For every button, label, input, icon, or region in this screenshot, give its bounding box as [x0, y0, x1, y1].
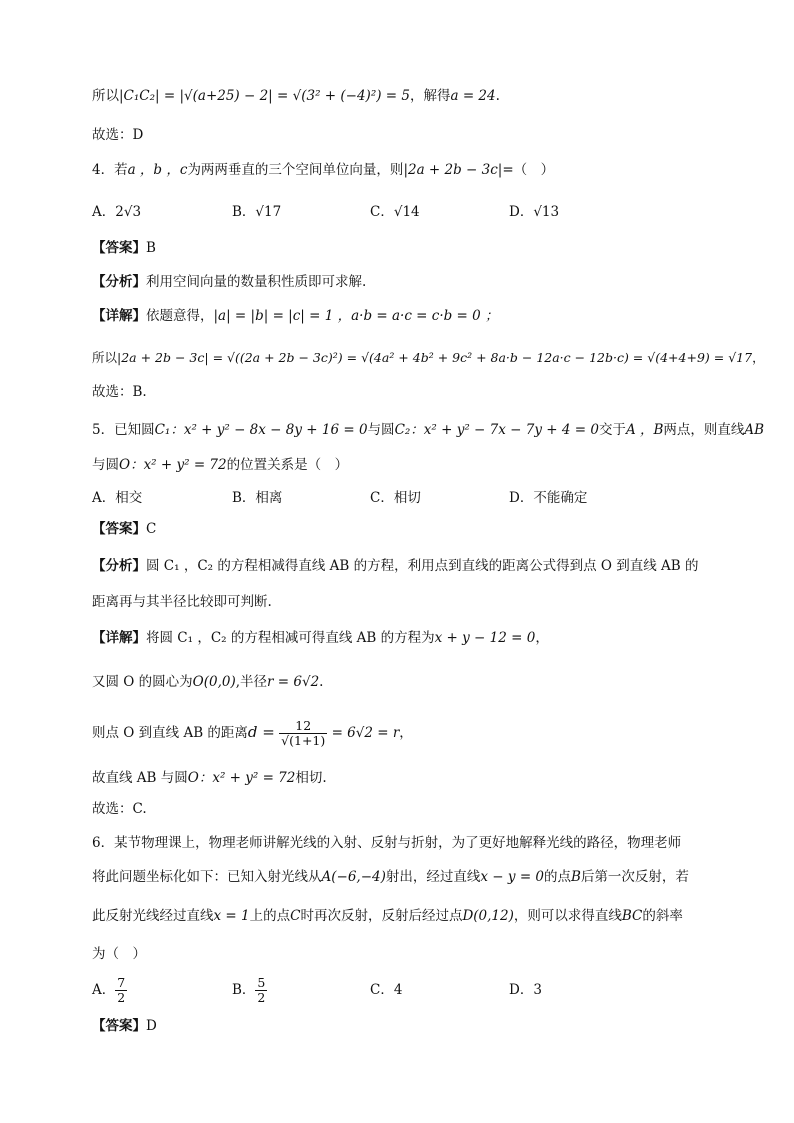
text: 上的点: [249, 908, 291, 924]
q6-option-d: [509, 980, 542, 1000]
formula: x − y = 0: [480, 869, 545, 885]
q5-stem-line2: [92, 455, 734, 475]
q5-analysis-line2: 距离再与其半径比较即可判断.: [92, 594, 272, 610]
answer-value: B: [146, 240, 156, 256]
text: 射出，经过直线: [385, 869, 481, 885]
q5-detail-line1: [92, 628, 734, 648]
text: 将圆 C₁ ，C₂ 的方程相减可得直线 AB 的方程为: [146, 630, 435, 646]
text: 所以: [92, 88, 119, 104]
q6-option-c: [370, 980, 402, 1000]
q4-option-c: [370, 202, 420, 222]
text: ，: [399, 725, 413, 741]
answer-value: C: [146, 521, 157, 537]
text: 与圆: [92, 457, 119, 473]
q6-option-a: [92, 972, 127, 1008]
option-label: B．: [232, 982, 256, 998]
option-value: 相离: [255, 490, 283, 506]
formula: x + y − 12 = 0: [434, 630, 536, 646]
formula: C₂：x² + y² − 7x − 7y + 4 = 0: [394, 422, 599, 438]
option-label: D．: [509, 982, 534, 998]
q4-detail: [92, 306, 734, 326]
formula: O(0,0): [192, 674, 236, 690]
detail-tag: 【详解】: [92, 630, 146, 646]
formula: B: [571, 869, 581, 885]
formula: |C₁C₂| = |√(a+25) − 2| = √(3² + (−4)²) = 5: [119, 88, 410, 104]
option-label: C．: [370, 204, 394, 220]
q5-option-c: [370, 488, 421, 508]
option-fraction: [255, 976, 267, 1005]
text: ，解得: [409, 88, 451, 104]
q5-option-a: [92, 488, 142, 508]
formula: a = 24: [450, 88, 496, 104]
q6-option-b: [232, 972, 267, 1008]
formula: x = 1: [213, 908, 250, 924]
q5-detail-line2: [92, 672, 734, 692]
analysis-text: 圆 C₁ ，C₂ 的方程相减得直线 AB 的方程，利用点到直线的距离公式得到点 O 到直线 AB 的: [146, 558, 699, 574]
q6-answer: [92, 1016, 734, 1036]
q6-stem-line3: [92, 906, 734, 926]
text: 两点，则直线: [663, 422, 745, 438]
q5-analysis-line1: [92, 556, 734, 576]
q6-stem-line2: [92, 867, 734, 887]
text: 相切.: [295, 770, 327, 786]
formula: a ，b ，c: [127, 162, 188, 178]
text: ，则可以求得直线: [513, 908, 622, 924]
fraction-numerator: 7: [117, 975, 126, 990]
q3-conclusion-line: [92, 86, 734, 106]
text: 与圆: [367, 422, 395, 438]
analysis-tag: 【分析】: [92, 274, 146, 290]
q6-stem-line1: 6．某节物理课上，物理老师讲解光线的入射、反射与折射，为了更好地解释光线的路径，物理老师: [92, 835, 682, 851]
option-label: A．: [92, 982, 116, 998]
option-label: B．: [232, 490, 256, 506]
text: 故直线 AB 与圆: [92, 770, 188, 786]
analysis-tag: 【分析】: [92, 558, 146, 574]
formula: O：x² + y² = 72: [187, 770, 296, 786]
option-label: D．: [509, 204, 534, 220]
text: 5．已知圆: [92, 422, 155, 438]
option-label: A．: [92, 490, 116, 506]
text: 的位置关系是（ ）: [226, 457, 349, 473]
text: 交于: [598, 422, 626, 438]
option-value: 4: [393, 982, 403, 998]
q5-detail-line3: [92, 714, 734, 751]
formula: BC: [621, 908, 643, 924]
formula: |2a + 2b − 3c| = √((2a + 2b − 3c)²) = √(4a² + 4b² + 9c² + 8a·b − 12a·c − 12b·c) = √(4+4+9) = √17: [117, 350, 753, 365]
text: 的点: [544, 869, 572, 885]
text: 则点 O 到直线 AB 的距离: [92, 725, 248, 741]
fraction-numerator: 5: [257, 975, 266, 990]
formula: = 6√2 = r: [331, 725, 400, 741]
option-value: 2√3: [115, 204, 142, 220]
formula: AB: [744, 422, 765, 438]
q5-answer: [92, 519, 734, 539]
distance-fraction: [279, 719, 327, 748]
option-fraction: [115, 976, 127, 1005]
fraction-denominator: √(1+1): [281, 733, 326, 748]
option-label: D．: [509, 490, 534, 506]
fraction-numerator: 12: [279, 719, 327, 734]
answer-tag: 【答案】: [92, 1018, 146, 1034]
text: 所以: [92, 350, 118, 365]
formula: C₁：x² + y² − 8x − 8y + 16 = 0: [154, 422, 368, 438]
text: ,半径: [235, 674, 268, 690]
option-value: √14: [393, 204, 420, 220]
q4-option-a: [92, 202, 141, 222]
text: 又圆 O 的圆心为: [92, 674, 193, 690]
fraction-denominator: 2: [257, 990, 266, 1005]
text: 时再次反射，反射后经过点: [300, 908, 463, 924]
text: .: [319, 674, 324, 690]
formula: |a| = |b| = |c| = 1 ，a·b = a·c = c·b = 0 ；: [213, 308, 499, 324]
text: =（ ）: [502, 162, 555, 178]
option-label: A．: [92, 204, 116, 220]
option-value: 不能确定: [533, 490, 588, 506]
text: 将此问题坐标化如下：已知入射光线从: [92, 869, 322, 885]
detail-tag: 【详解】: [92, 308, 146, 324]
text: 的斜率: [642, 908, 683, 924]
analysis-text: 利用空间向量的数量积性质即可求解.: [146, 274, 367, 290]
q5-option-d: [509, 488, 587, 508]
answer-tag: 【答案】: [92, 240, 146, 256]
answer-tag: 【答案】: [92, 521, 146, 537]
q3-choose: 故选：D: [92, 127, 144, 143]
q4-choose: 故选：B.: [92, 384, 147, 400]
q5-detail-line4: [92, 768, 734, 788]
formula: D(0,12): [462, 908, 514, 924]
q4-stem: [92, 160, 734, 180]
answer-value: D: [146, 1018, 157, 1034]
option-value: 相切: [393, 490, 421, 506]
option-value: √13: [533, 204, 560, 220]
option-label: B．: [232, 204, 256, 220]
q6-stem-line4: 为（ ）: [92, 946, 146, 962]
text: 后第一次反射，若: [580, 869, 689, 885]
option-value: √17: [255, 204, 282, 220]
q4-answer: [92, 238, 734, 258]
text: 为两两垂直的三个空间单位向量，则: [187, 162, 404, 178]
text: 此反射光线经过直线: [92, 908, 214, 924]
q4-analysis: [92, 272, 734, 292]
text: .: [495, 88, 500, 104]
option-value: 相交: [115, 490, 143, 506]
fraction-denominator: 2: [117, 990, 126, 1005]
q4-option-b: [232, 202, 281, 222]
q5-choose: 故选：C.: [92, 801, 147, 817]
q4-detail-line2: [92, 348, 765, 368]
formula: |2a + 2b − 3c|: [403, 162, 503, 178]
q4-option-d: [509, 202, 559, 222]
formula: A ，B: [625, 422, 664, 438]
text: ，: [752, 350, 765, 365]
formula: O：x² + y² = 72: [119, 457, 227, 473]
option-value: 3: [533, 982, 542, 998]
q5-stem-line1: [92, 420, 765, 440]
option-label: C．: [370, 490, 394, 506]
text: 依题意得，: [146, 308, 214, 324]
q5-option-b: [232, 488, 282, 508]
formula: A(−6,−4): [321, 869, 386, 885]
option-label: C．: [370, 982, 394, 998]
formula: C: [290, 908, 301, 924]
formula: r = 6√2: [267, 674, 320, 690]
formula: d =: [247, 723, 275, 741]
text: ，: [535, 630, 549, 646]
text: 4．若: [92, 162, 128, 178]
